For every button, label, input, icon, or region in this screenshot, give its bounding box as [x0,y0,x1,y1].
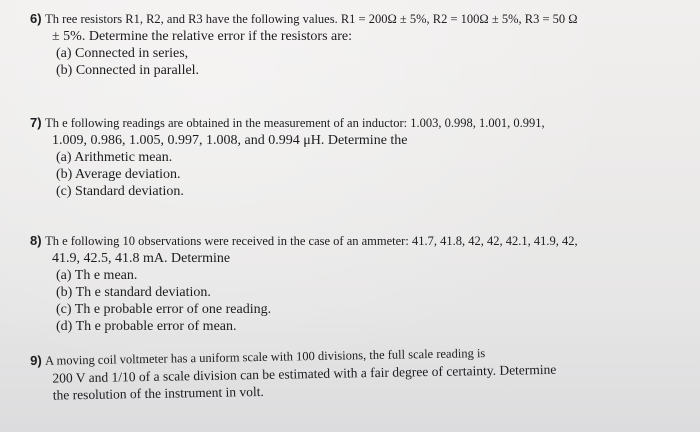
question-7-text-2: 1.009, 0.986, 1.005, 0.997, 1.008, and 0.994 μH. Determine the [52,133,408,148]
question-7-option-a: (a) Arithmetic mean. [56,150,173,165]
question-7-text-1: Th e following readings are obtained in the measurement of an inductor: 1.003, 0.998, 1.001, 0.991, [45,116,545,130]
question-8-number: 8) [30,233,42,248]
question-6-text-1: Th ree resistors R1, R2, and R3 have the following values. R1 = 200Ω ± 5%, R2 = 100Ω ± 5%, R3 = 50 Ω [45,12,578,26]
question-9-text-2: 200 V and 1/10 of a scale division can be estimated with a fair degree of certainty. Determine [52,361,557,386]
question-7-line-1 [30,114,678,132]
question-8-option-c: (c) Th e probable error of one reading. [56,302,272,317]
question-6-number: 6) [30,11,42,26]
question-6-line-1 [30,10,678,28]
question-9-number: 9) [30,352,42,368]
question-8-text-1: Th e following 10 observations were received in the case of an ammeter: 41.7, 41.8, 42, 42, 42.1, 41.9, 42, [45,234,578,248]
question-6-text-2: ± 5%. Determine the relative error if the resistors are: [52,29,353,44]
question-7-option-c: (c) Standard deviation. [56,184,184,199]
question-6-option-b: (b) Connected in parallel. [56,63,200,78]
question-9 [30,341,679,404]
question-7-option-b: (b) Average deviation. [56,167,181,182]
question-9-text-1: A moving coil voltmeter has a uniform scale with 100 divisions, the full scale reading is [44,346,486,368]
question-9-text-3: the resolution of the instrument in volt. [52,383,264,403]
question-8-option-d: (d) Th e probable error of mean. [56,319,237,334]
question-7 [30,114,678,200]
question-8-text-2: 41.9, 42.5, 41.8 mA. Determine [52,251,231,266]
question-6 [30,10,678,79]
question-8 [30,232,678,335]
question-8-line-1 [30,232,678,250]
question-7-number: 7) [30,115,42,130]
question-8-option-a: (a) Th e mean. [56,268,138,283]
question-6-option-a: (a) Connected in series, [56,46,189,61]
question-8-option-b: (b) Th e standard deviation. [56,285,211,300]
